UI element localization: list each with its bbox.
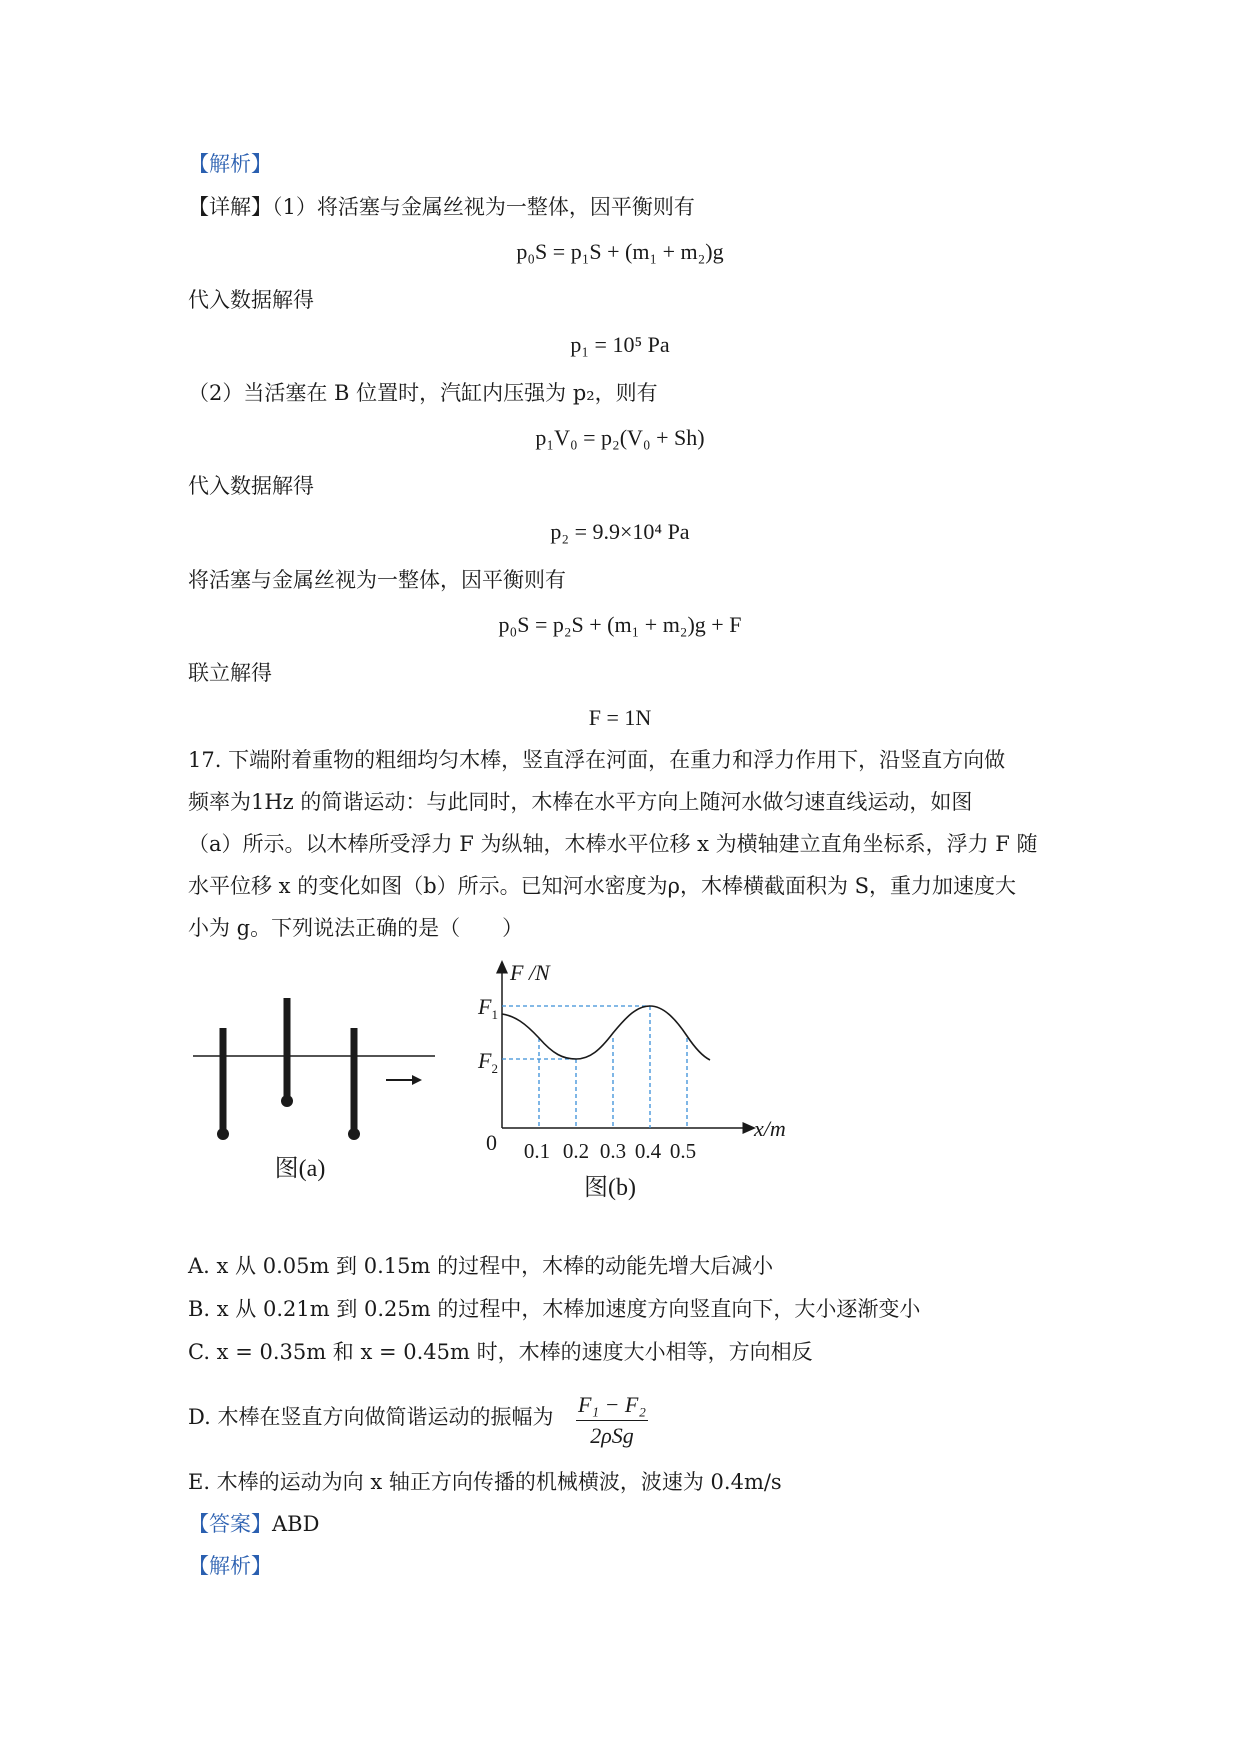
question-17-line-4: 水平位移 x 的变化如图（b）所示。已知河水密度为ρ，木棒横截面积为 S，重力加速度大 [188,874,1017,898]
amplitude-fraction [576,1392,648,1449]
answer-label: 【答案】 [188,1512,272,1536]
x-tick-label: 0.4 [634,1139,662,1163]
balance-line: 将活塞与金属丝视为一整体，因平衡则有 [188,568,566,592]
x-tick-label: 0.5 [669,1139,697,1163]
option-d: D. 木棒在竖直方向做简谐运动的振幅为 [188,1405,554,1429]
question-17-line-2: 频率为1Hz 的简谐运动：与此同时，木棒在水平方向上随河水做匀速直线运动，如图 [188,790,973,814]
equation-3: p₁V₀ = p₂(V₀ + Sh) [535,425,705,450]
equation-2: p₁ = 10⁵ Pa [570,332,670,357]
x-tick-label: 0.3 [599,1139,627,1163]
guide-lines [502,1006,687,1128]
figure-b [470,958,830,1208]
equation-1: p₀S = p₁S + (m₁ + m₂)g [516,239,724,264]
wooden-stick-3 [348,1028,360,1140]
fraction-denominator: 2ρSg [590,1423,634,1448]
answer-value: ABD [272,1512,320,1536]
origin-label: 0 [486,1130,497,1155]
option-b: B. x 从 0.21m 到 0.25m 的过程中，木棒加速度方向竖直向下，大小逐渐变小 [188,1297,921,1321]
detail-line: 【详解】（1）将活塞与金属丝视为一整体，因平衡则有 [188,195,695,219]
joint-solve-text: 联立解得 [188,661,272,685]
y-axis-label: F /N [510,960,550,985]
section-heading-analysis-2: 【解析】 [188,1554,272,1578]
equation-4: p₂ = 9.9×10⁴ Pa [550,519,690,544]
question-17-line-3: （a）所示。以木棒所受浮力 F 为纵轴，木棒水平位移 x 为横轴建立直角坐标系，浮力 F 随 [188,832,1038,856]
x-tick-labels [524,1139,696,1163]
y-tick-f2: $F_2$ [478,1048,498,1076]
wooden-stick-2 [281,998,293,1107]
equation-6: F = 1N [588,705,652,730]
part2-line: （2）当活塞在 B 位置时，汽缸内压强为 p₂，则有 [188,381,658,405]
y-tick-f1: $F_1$ [478,994,498,1022]
figure-a-caption: 图(a) [274,1156,326,1182]
question-17-line-5: 小为 g。下列说法正确的是（ ） [188,916,524,940]
x-tick-label: 0.2 [562,1139,590,1163]
flow-arrow-icon [386,1075,422,1085]
x-axis-label: x/m [754,1116,786,1141]
x-tick-label: 0.1 [523,1139,551,1163]
wooden-stick-1 [217,1028,229,1140]
option-e: E. 木棒的运动为向 x 轴正方向传播的机械横波，波速为 0.4m/s [188,1470,782,1494]
question-17-line-1: 17. 下端附着重物的粗细均匀木棒，竖直浮在河面，在重力和浮力作用下，沿竖直方向做 [188,748,1006,772]
fraction-numerator: F₁ − F₂ [576,1392,648,1421]
figure-a [190,988,450,1188]
answer-line [188,1510,319,1538]
section-heading-analysis: 【解析】 [188,152,272,176]
substitute-text-2: 代入数据解得 [188,474,314,498]
substitute-text-1: 代入数据解得 [188,288,314,312]
equation-5: p₀S = p₂S + (m₁ + m₂)g + F [498,612,742,637]
option-a: A. x 从 0.05m 到 0.15m 的过程中，木棒的动能先增大后减小 [188,1254,774,1278]
force-curve [502,1006,710,1060]
figure-b-caption: 图(b) [584,1175,636,1201]
option-c: C. x = 0.35m 和 x = 0.45m 时，木棒的速度大小相等，方向相反 [188,1340,813,1364]
